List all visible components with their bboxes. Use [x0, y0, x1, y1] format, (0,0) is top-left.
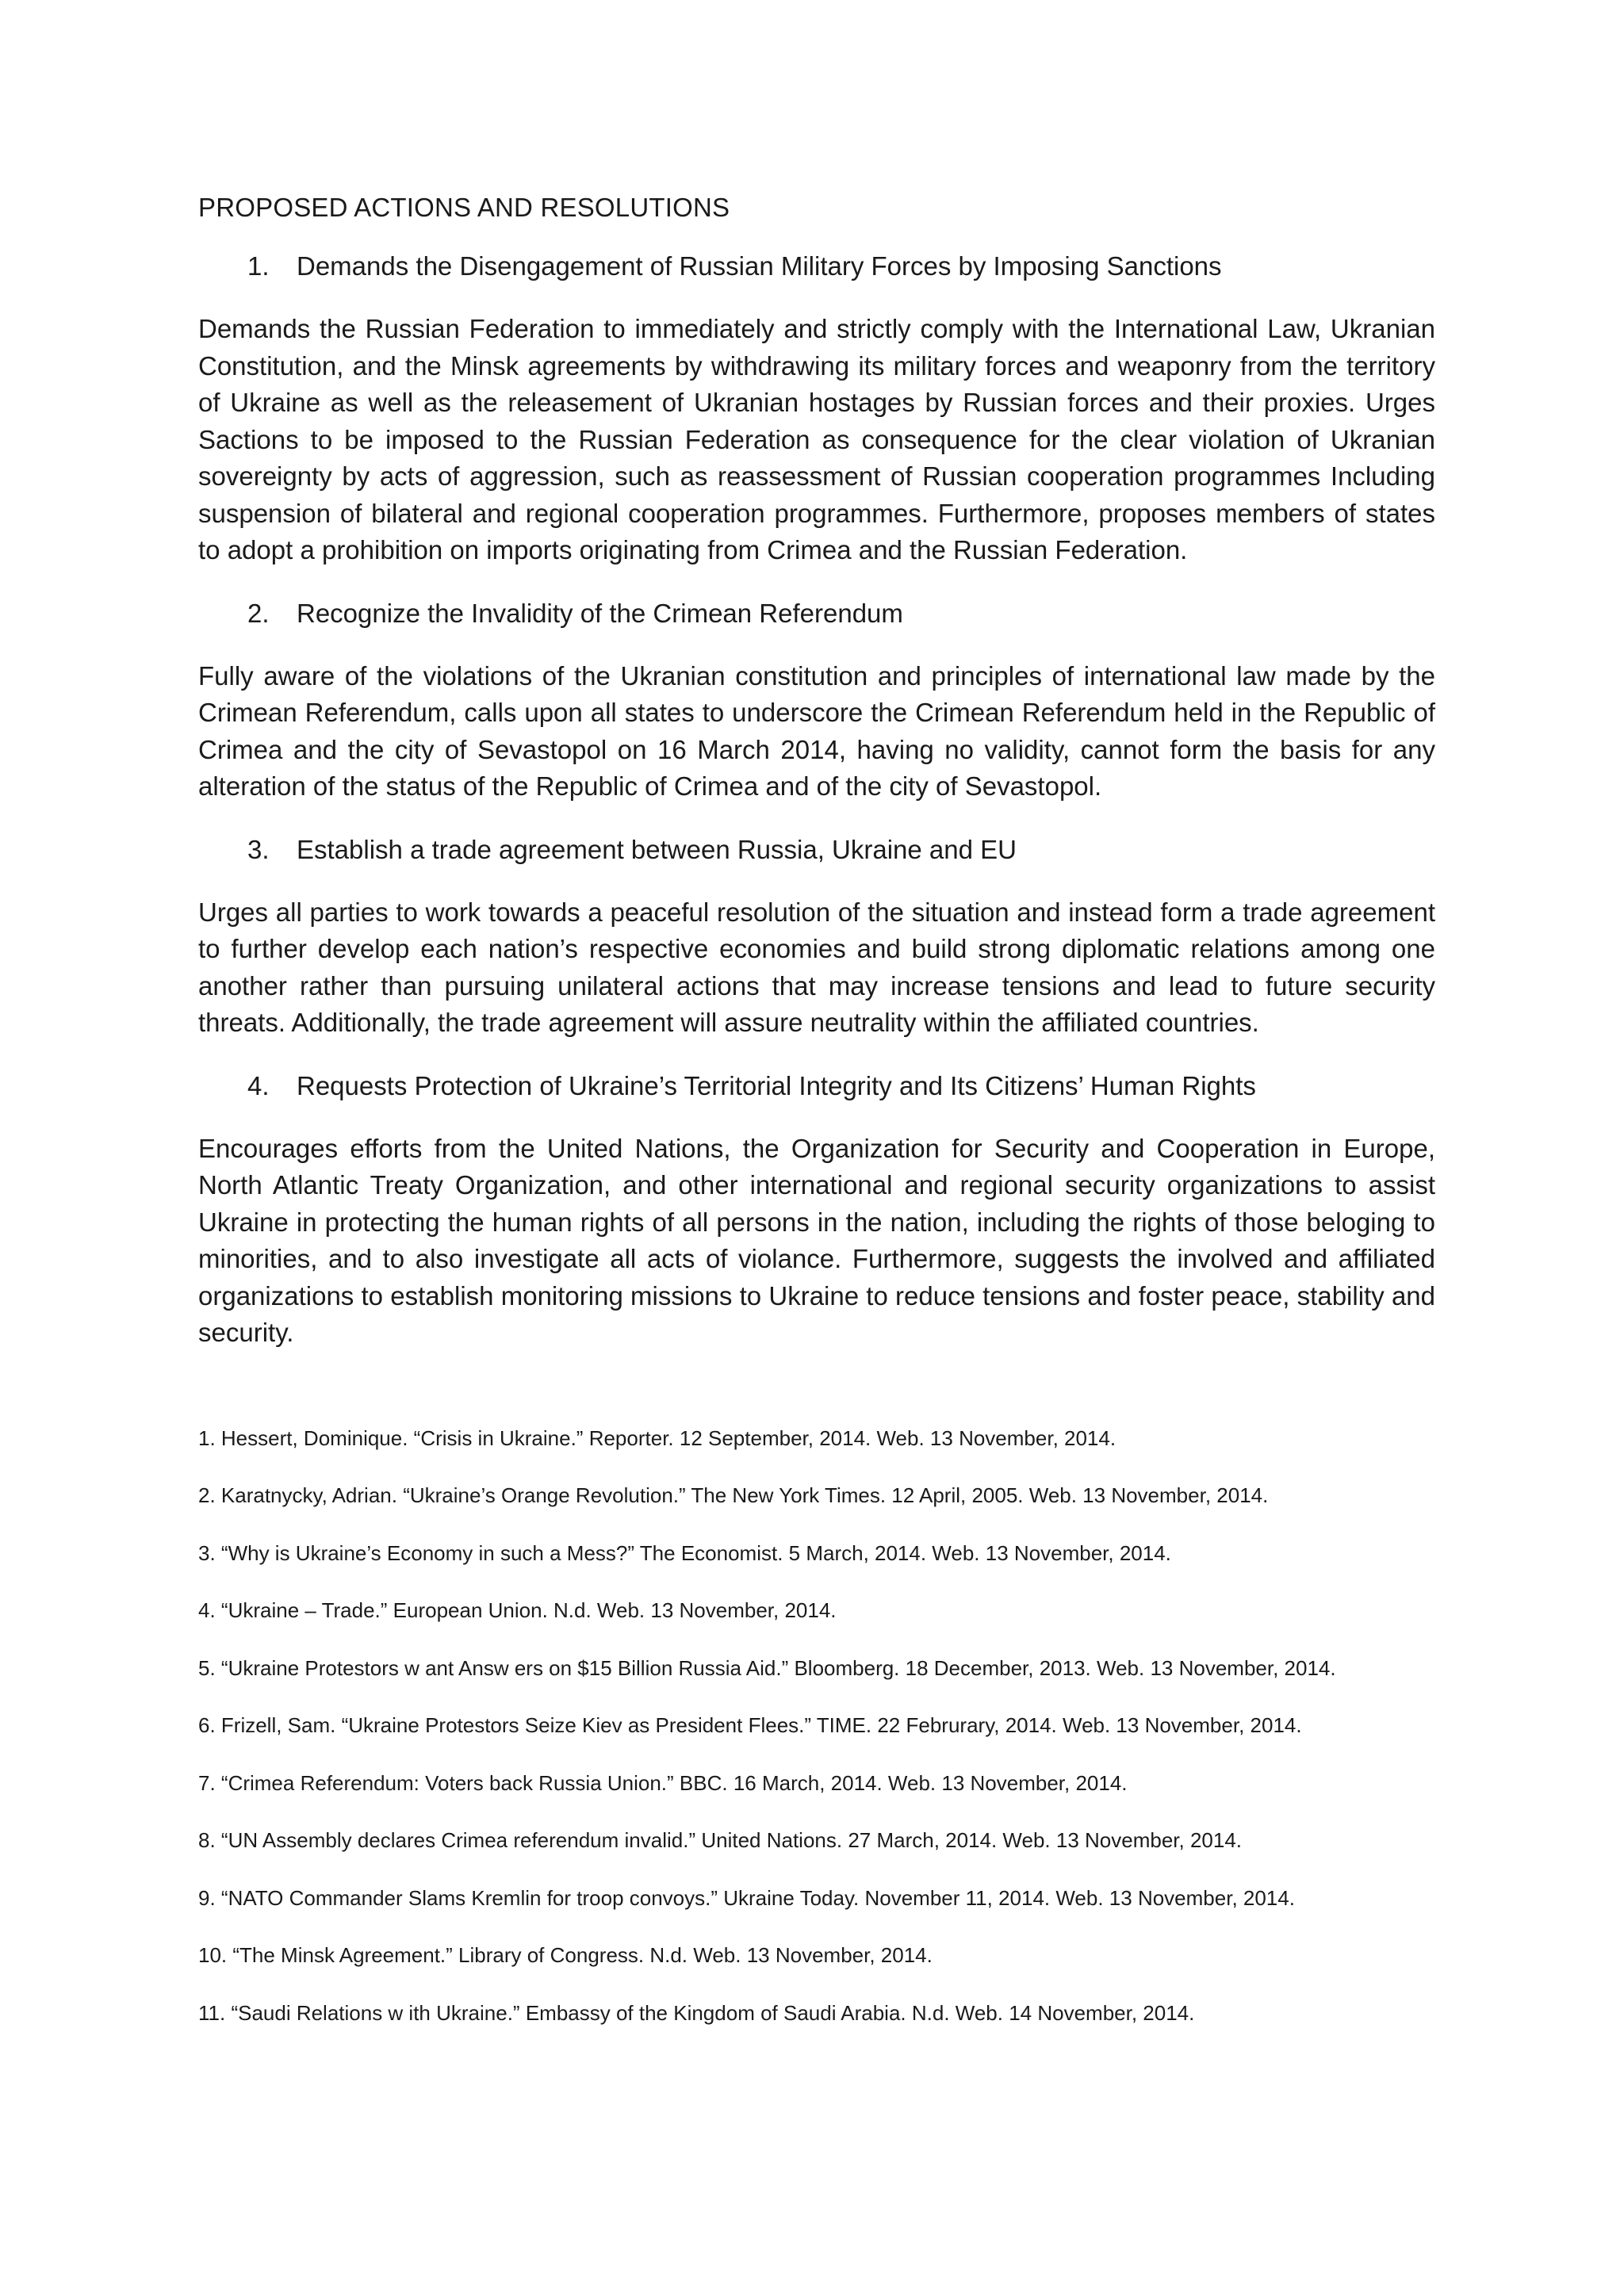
section-body: Encourages efforts from the United Nations, the Organization for Security and Cooperation in Europe, North Atlantic Treaty Organization, and other international and regional security organizations to assist Ukraine in protecting the human rights of all persons in the nation, including the rights of those beloging to minorities, and to also investigate all acts of violance. Furthermore, suggests the involved and affiliated organizations to establish monitoring missions to Ukraine to reduce tensions and foster peace, stability and security. [198, 1133, 1435, 1347]
reference-item: 6. Frizell, Sam. “Ukraine Protestors Seize Kiev as President Flees.” TIME. 22 Februrary, 2014. Web. 13 November, 2014. [198, 1713, 1302, 1737]
section-number: 1. [247, 251, 270, 281]
section-1 [198, 249, 1435, 569]
references-list [198, 1425, 1435, 2026]
section-2 [198, 596, 1435, 806]
reference-item: 11. “Saudi Relations w ith Ukraine.” Embassy of the Kingdom of Saudi Arabia. N.d. Web. 14 November, 2014. [198, 2000, 1195, 2025]
section-body: Demands the Russian Federation to immediately and strictly comply with the International Law, Ukranian Constitution, and the Minsk agreements by withdrawing its military forces and weaponry from the territory of Ukraine as well as the releasement of Ukranian hostages by Russian forces and their proxies. Urges Sactions to be imposed to the Russian Federation as consequence for the clear violation of Ukranian sovereignty by acts of aggression, such as reassessment of Russian cooperation programmes Including suspension of bilateral and regional cooperation programmes. Furthermore, proposes members of states to adopt a prohibition on imports originating from Crimea and the Russian Federation. [198, 314, 1435, 564]
reference-item: 8. “UN Assembly declares Crimea referendum invalid.” United Nations. 27 March, 2014. Web. 13 November, 2014. [198, 1828, 1243, 1852]
reference-item: 9. “NATO Commander Slams Kremlin for troop convoys.” Ukraine Today. November 11, 2014. Web. 13 November, 2014. [198, 1885, 1295, 1910]
reference-item: 7. “Crimea Referendum: Voters back Russia Union.” BBC. 16 March, 2014. Web. 13 November, 2014. [198, 1770, 1128, 1795]
reference-item: 2. Karatnycky, Adrian. “Ukraine’s Orange Revolution.” The New York Times. 12 April, 2005. Web. 13 November, 2014. [198, 1483, 1269, 1507]
page-heading: PROPOSED ACTIONS AND RESOLUTIONS [198, 193, 730, 222]
section-body: Urges all parties to work towards a peaceful resolution of the situation and instead form a trade agreement to further develop each nation’s respective economies and build strong diplomatic relations among one another rather than pursuing unilateral actions that may increase tensions and lead to future security threats. Additionally, the trade agreement will assure neutrality within the affiliated countries. [198, 897, 1435, 1037]
reference-item: 1. Hessert, Dominique. “Crisis in Ukraine.” Reporter. 12 September, 2014. Web. 13 November, 2014. [198, 1425, 1116, 1450]
section-title [198, 1069, 1435, 1104]
section-number: 3. [247, 834, 270, 864]
reference-item: 10. “The Minsk Agreement.” Library of Congress. N.d. Web. 13 November, 2014. [198, 1943, 933, 1967]
reference-item: 5. “Ukraine Protestors w ant Answ ers on $15 Billion Russia Aid.” Bloomberg. 18 December, 2013. Web. 13 November, 2014. [198, 1655, 1336, 1680]
section-number: 2. [247, 598, 270, 628]
section-title-text: Demands the Disengagement of Russian Military Forces by Imposing Sanctions [297, 251, 1222, 281]
reference-item: 4. “Ukraine – Trade.” European Union. N.d. Web. 13 November, 2014. [198, 1598, 837, 1622]
reference-item: 3. “Why is Ukraine’s Economy in such a Mess?” The Economist. 5 March, 2014. Web. 13 November, 2014. [198, 1540, 1171, 1565]
section-title [198, 596, 1435, 631]
section-title-text: Establish a trade agreement between Russia, Ukraine and EU [297, 834, 1017, 864]
section-number: 4. [247, 1070, 270, 1100]
section-title [198, 832, 1435, 867]
section-3 [198, 832, 1435, 1042]
section-4 [198, 1069, 1435, 1352]
document-page [198, 190, 1435, 2057]
section-title [198, 249, 1435, 284]
section-title-text: Recognize the Invalidity of the Crimean Referendum [297, 598, 903, 628]
section-body: Fully aware of the violations of the Ukranian constitution and principles of international law made by the Crimean Referendum, calls upon all states to underscore the Crimean Referendum held in the Republic of Crimea and the city of Sevastopol on 16 March 2014, having no validity, cannot form the basis for any alteration of the status of the Republic of Crimea and of the city of Sevastopol. [198, 660, 1435, 801]
section-title-text: Requests Protection of Ukraine’s Territorial Integrity and Its Citizens’ Human Rights [297, 1070, 1256, 1100]
